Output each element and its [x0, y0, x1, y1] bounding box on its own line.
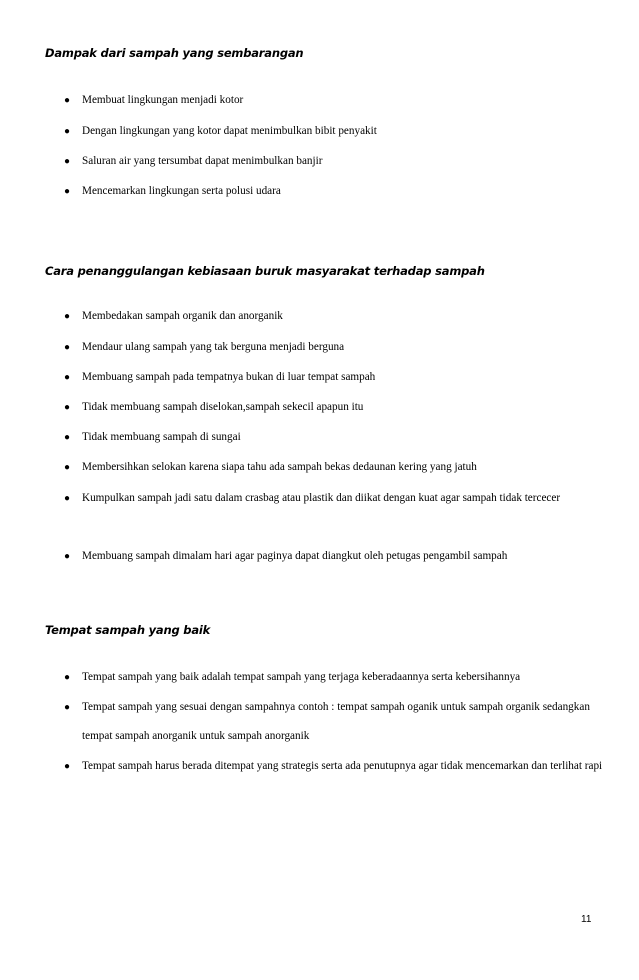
- bullet-icon: ●: [64, 402, 71, 413]
- bullet-icon: ●: [64, 761, 71, 772]
- page-number: 11: [581, 914, 592, 925]
- bullet-icon: ●: [64, 432, 71, 443]
- bullet-icon: ●: [64, 186, 71, 197]
- list-item-text: Membedakan sampah organik dan anorganik: [82, 310, 283, 322]
- section-heading-tempat-sampah: Tempat sampah yang baik: [45, 623, 211, 637]
- list-item-text: Membersihkan selokan karena siapa tahu ada sampah bekas dedaunan kering yang jatuh: [82, 461, 477, 473]
- list-item: [64, 333, 604, 362]
- list-item: [64, 663, 604, 692]
- list-item-text: Tempat sampah harus berada ditempat yang strategis serta ada penutupnya agar tidak mencemarkan dan terlihat rapi: [82, 760, 603, 772]
- bullet-icon: ●: [64, 311, 71, 322]
- bullet-icon: ●: [64, 702, 71, 713]
- bullet-icon: ●: [64, 156, 71, 167]
- list-item: [64, 423, 604, 452]
- list-item: [64, 393, 604, 422]
- list-item: [64, 752, 604, 781]
- list-item: [64, 302, 604, 331]
- list-item: [64, 693, 604, 751]
- list-item: [64, 484, 604, 513]
- list-item-text: Membuang sampah dimalam hari agar paginya dapat diangkut oleh petugas pengambil sampah: [82, 550, 508, 562]
- list-item: [64, 363, 604, 392]
- bullet-icon: ●: [64, 493, 71, 504]
- section-heading-cara-penanggulangan: Cara penanggulangan kebiasaan buruk masyarakat terhadap sampah: [45, 264, 485, 278]
- bullet-icon: ●: [64, 672, 71, 683]
- list-item: [64, 147, 604, 176]
- list-item: [64, 453, 604, 482]
- list-item: [64, 177, 604, 206]
- list-item-text: Tempat sampah yang sesuai dengan sampahnya contoh : tempat sampah oganik untuk sampah organik sedangkan tempat sampah anorganik untuk sampah anorganik: [82, 701, 590, 742]
- list-item: [64, 542, 604, 571]
- bullet-icon: ●: [64, 95, 71, 106]
- bullet-icon: ●: [64, 126, 71, 137]
- list-item-text: Saluran air yang tersumbat dapat menimbulkan banjir: [82, 155, 323, 167]
- list-item-text: Tidak membuang sampah diselokan,sampah sekecil apapun itu: [82, 401, 364, 413]
- list-item: [64, 86, 604, 115]
- list-item-text: Kumpulkan sampah jadi satu dalam crasbag atau plastik dan diikat dengan kuat agar sampah tidak tercecer: [82, 492, 561, 504]
- list-item-text: Tempat sampah yang baik adalah tempat sampah yang terjaga keberadaannya serta kebersihannya: [82, 671, 521, 683]
- list-item-text: Mendaur ulang sampah yang tak berguna menjadi berguna: [82, 341, 345, 353]
- list-item-text: Membuat lingkungan menjadi kotor: [82, 94, 244, 106]
- bullet-icon: ●: [64, 551, 71, 562]
- section-heading-dampak: Dampak dari sampah yang sembarangan: [45, 46, 304, 60]
- list-item: [64, 117, 604, 146]
- list-item-text: Dengan lingkungan yang kotor dapat menimbulkan bibit penyakit: [82, 125, 377, 137]
- bullet-icon: ●: [64, 372, 71, 383]
- list-item-text: Mencemarkan lingkungan serta polusi udara: [82, 185, 281, 197]
- list-item-text: Membuang sampah pada tempatnya bukan di luar tempat sampah: [82, 371, 376, 383]
- bullet-icon: ●: [64, 342, 71, 353]
- bullet-icon: ●: [64, 462, 71, 473]
- list-item-text: Tidak membuang sampah di sungai: [82, 431, 241, 443]
